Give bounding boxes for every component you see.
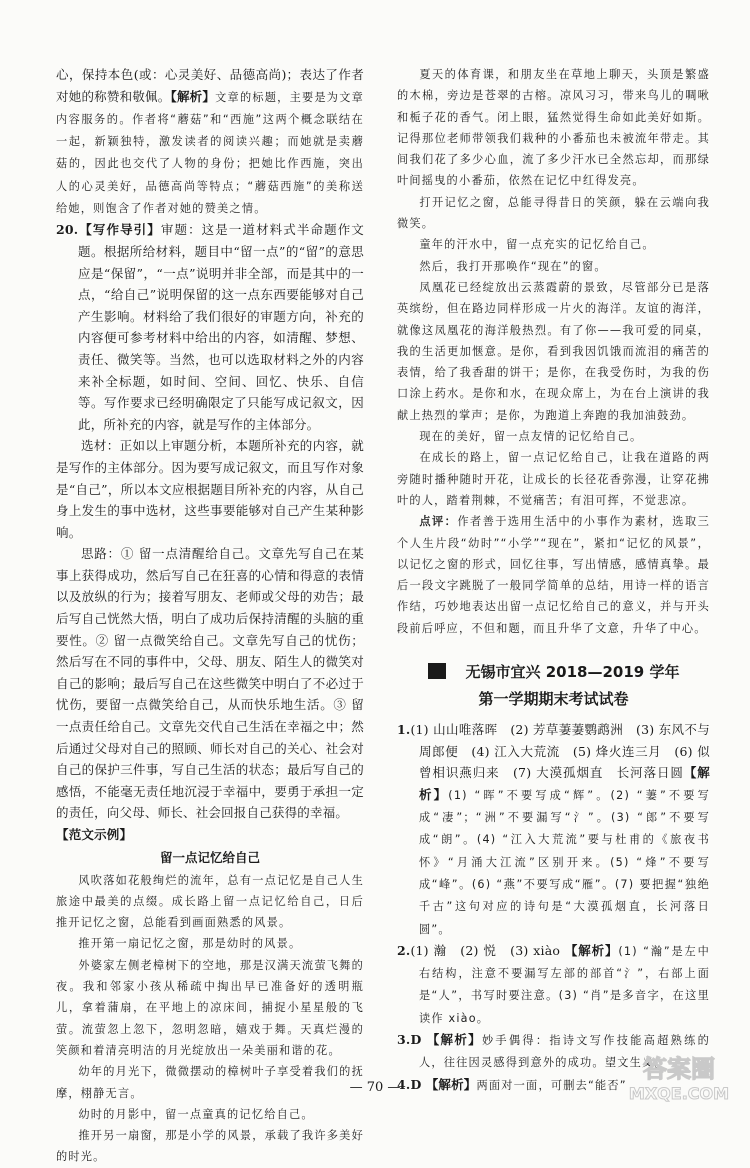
comment-text: 作者善于选用生活中的小事作为素材，选取三个人生片段“幼时”“小学”“现在”，紧扣“记忆的风景”，以记忆之窗的形式，回忆往事，写出情感，感情真挚。最后一段文字跳脱了一般同学简单的总结，用诗一样的语言作结，巧妙地表达出留一点记忆给自己的意义，并与开头段前后呼应，不但和题，而且升华了文意，升华了中心。	[397, 515, 710, 635]
essay-paragraph: 然后，我打开那唤作“现在”的窗。	[419, 259, 607, 273]
left-column	[56, 64, 364, 1168]
comment-label: 点评：	[419, 515, 458, 529]
answer-text: (1) 瀚 (2) 悦 (3) xiào	[410, 942, 561, 958]
analysis-text: 两面对一面，可删去“能否”	[476, 1078, 627, 1092]
analysis-text: 妙手偶得：指诗文写作技能高超熟练的人，往往因灵感得到意外的成功。望文生义。	[419, 1034, 710, 1070]
essay-comment	[397, 511, 710, 639]
analysis-label: 【解析】	[426, 1032, 482, 1048]
answer-choice: D	[410, 1076, 422, 1092]
intro-analysis-label: 【解析】	[170, 88, 216, 104]
right-column	[397, 64, 710, 1096]
intro-paragraph	[56, 64, 364, 219]
analysis-text: (1) “瀚”是左中右结构，注意不要漏写左部的部首“氵”，右部上面是“人”，书写时要注意。(3) “肖”是多音字，在这里读作 xiào。	[419, 944, 710, 1025]
question-20-number: 20.	[56, 222, 79, 238]
essay-paragraph: 现在的美好，留一点友情的记忆给自己。	[419, 430, 643, 444]
essay-paragraph: 在成长的路上，留一点记忆给自己，让我在道路的两旁随时播种随时开花，让成长的长径花香弥漫，让穿花拂叶的人，踏着荆棘，不觉痛苦；有泪可挥，不觉悲凉。	[397, 451, 710, 507]
analysis-text: (1) “晖”不要写成“辉”。(2) “萋”不要写成“凄”；“洲”不要漏写“氵”。(3) “郎”不要写成“朗”。(4) “江入大荒流”要与杜甫的《旅夜书怀》“月涌大江流”区别开来。(5) “烽”不要写成“峰”。(6) “燕”不要写成“雁”。(7) 要把握“独绝千古”这句对应的诗句是“大漠孤烟直，长河落日圆”。	[419, 788, 710, 936]
page-number: — 70 —	[349, 1080, 401, 1095]
essay-paragraph: 幼年的月光下，微微摆动的樟树叶子享受着我们的抚摩，栩静无言。	[56, 1065, 364, 1100]
answer-number: 1.	[397, 722, 411, 738]
essay-paragraph: 推开另一扇窗，那是小学的风景，承载了我许多美好的时光。	[56, 1129, 364, 1164]
answer-choice: D	[410, 1032, 422, 1048]
essay-paragraph: 夏天的体育课，和朋友坐在草地上聊天，头顶是繁盛的木棉，旁边是苍翠的古榕。凉风习习，带来鸟儿的啁啾和栀子花的香气。闭上眼，猛然觉得生命如此美好如斯。记得那位老师带领我们栽种的小番茄也未被流年带走。其间我们花了多少心血，流了多少汗水已全然忘却，而那绿叶间摇曳的小番茄，依然在记忆中红得发亮。	[397, 68, 710, 188]
section-marker-icon	[428, 663, 446, 679]
question-20	[56, 219, 364, 435]
analysis-label: 【解析】	[564, 942, 619, 958]
essay-paragraph: 风吹落如花般绚烂的流年，总有一点记忆是自己人生旅途中最美的点缀。成长路上留一点记忆给自己，日后推开记忆之窗，总能看到画面熟悉的风景。	[56, 873, 364, 930]
intro-analysis: 文章的标题，主要是为文章内容服务的。作者将“蘑菇”和“西施”这两个概念联结在一起，新颖独特，激发读者的阅读兴趣；而她就是卖蘑菇的，因此也交代了人物的身份；把她比作西施，突出人的心灵美好，品德高尚等特点；“蘑菇西施”的美称送给她，则饱含了作者对她的赞美之情。	[56, 90, 364, 216]
analysis-label: 【解析】	[425, 1076, 477, 1092]
essay-paragraph: 凤凰花已经绽放出云蒸霞蔚的景致，尽管部分已是落英缤纷，但在路边同样形成一片火的海洋。友谊的海洋，就像这凤凰花的海洋般热烈。有了你——我可爱的同桌，我的生活更加惬意。是你，看到我因饥饿而流泪的痛苦的表情，给了我香甜的饼干；是你，在我受伤时，为我的伤口涂上药水。是你和水，在现众席上，为在台上演讲的我献上热烈的掌声；是你，为跑道上奔跑的我加油鼓劲。	[397, 280, 710, 422]
watermark-text: 答案圈	[643, 1055, 715, 1083]
essay-paragraph: 推开第一扇记忆之窗，那是幼时的风景。	[78, 937, 302, 951]
intro-text: 心，保持本色(或：心灵美好、品德高尚)；表达了作者对她的称赞和敬佩。	[56, 67, 364, 104]
writing-ideas: 思路：① 留一点清醒给自己。文章先写自己在某事上获得成功，然后写自己在狂喜的心情和得意的表情以及放纵的行为；接着写朋友、老师或父母的劝告；最后写自己恍然大悟，明白了成功后保持清醒的头脑的重要性。② 留一点微笑给自己。文章先写自己的忧伤；然后写在不同的事件中，父母、朋友、陌生人的微笑对自己的影响；最后写自己在这些微笑中明白了不必过于忧伤，要留一点微笑给自己，从而快乐地生活。③ 留一点责任给自己。文章先交代自己生活在幸福之中；然后通过父母对自己的照顾、师长对自己的关心、社会对自己的保护三件事，写自己生活的状态；最后写自己的感悟，不能毫无责任地沉浸于幸福中，要勇于承担一定的责任，向父母、师长、社会回报自己获得的幸福。	[56, 546, 364, 821]
essay-paragraph: 外婆家左侧老樟树下的空地，那是汉满天流萤飞舞的夜。我和邻家小孩从稀疏中掏出早已准备好的透明瓶儿，拿着蒲扇，在平地上的凉床间，捕捉小星星般的飞萤。流萤忽上忽下，忽明忽暗，嬉戏于舞。天真烂漫的笑颜和着清亮明洁的月光绽放出一朵美丽和谐的花。	[56, 958, 364, 1057]
exam-heading	[397, 659, 710, 713]
essay-paragraph: 打开记忆之窗，总能寻得昔日的笑颜，躲在云端向我微笑。	[397, 195, 710, 231]
essay-paragraph: 幼时的月影中，留一点童真的记忆给自己。	[78, 1107, 314, 1121]
material-selection: 选材：正如以上审题分析，本题所补充的内容，就是写作的主体部分。因为要写成记叙文，而且写作对象是“自己”，所以本文应根据题目所补充的内容，从自己身上发生的事中选材，这些事要能够对自己产生某种影响。	[56, 438, 364, 540]
essay-paragraph: 童年的汗水中，留一点充实的记忆给自己。	[419, 238, 655, 252]
answer-2	[397, 940, 710, 1029]
answer-number: 2.	[397, 942, 411, 958]
watermark-logo	[614, 1049, 744, 1107]
exam-title-line-2: 第一学期期末考试试卷	[478, 690, 629, 709]
sample-essay-label: 【范文示例】	[56, 827, 133, 842]
watermark-url: MXQE.COM	[628, 1084, 730, 1103]
review-text: 审题：这是一道材料式半命题作文题。根据所给材料，题目中“留一点”的“留”的意思应是“保留”，“一点”说明并非全部，而是其中的一点，“给自己”说明保留的这一点东西要能够对自己产生影响。材料给了我们很好的审题方向，补充的内容便可参考材料中给出的内容，如清醒、梦想、责任、微笑等。当然，也可以选取材料之外的内容来补全标题，如时间、空间、回忆、快乐、自信等。写作要求已经明确限定了只能写成记叙文，因此，所补充的内容，就是写作的主体部分。	[78, 222, 364, 432]
writing-guide-label: 【写作导引】	[78, 222, 161, 238]
analysis-label: 【解析】	[419, 765, 710, 802]
answer-number: 4.	[397, 1076, 411, 1092]
essay-title: 留一点记忆给自己	[159, 849, 260, 865]
exam-title-line-1: 无锡市宜兴 2018—2019 学年	[397, 659, 710, 686]
answer-text: (1) 山山唯落晖 (2) 芳草萋萋鹦鹉洲 (3) 东风不与周郎便 (4) 江入大荒流 (5) 烽火连三月 (6) 似曾相识燕归来 (7) 大漠孤烟直 长河落日圆	[410, 722, 710, 781]
answer-number: 3.	[397, 1032, 411, 1048]
answer-1	[397, 719, 710, 940]
